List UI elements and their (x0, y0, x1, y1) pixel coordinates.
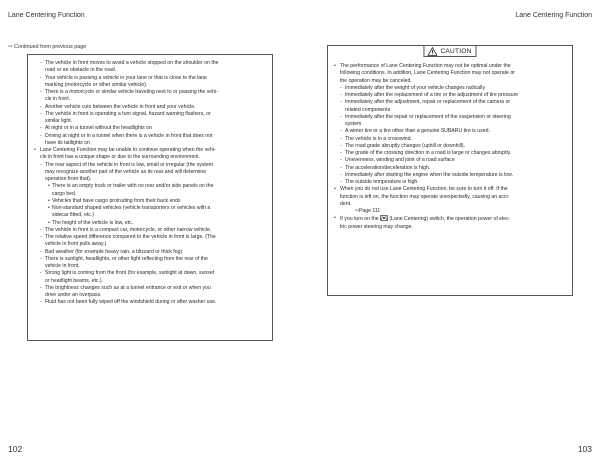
line-text: Immediately after the replacement of a tire or the adjustment of tire pressure (345, 92, 519, 98)
line-text: Immediately after starting the engine when the outside temperature is low. (345, 171, 514, 178)
line-text: similar light. (45, 118, 73, 124)
text-line (34, 104, 266, 111)
list-marker: - (340, 150, 342, 156)
text-line (34, 263, 266, 270)
text-line (334, 136, 566, 143)
header-title-right: Lane Centering Function (515, 12, 592, 19)
text-line (34, 299, 266, 306)
text-line (34, 220, 266, 227)
text-line (334, 99, 566, 106)
text-line (34, 212, 266, 219)
line-text: vehicle in front. (45, 263, 80, 269)
text-line (34, 60, 266, 67)
left-text-lines (34, 60, 266, 307)
list-marker: • (34, 147, 36, 153)
text-line (334, 150, 566, 157)
text-line (34, 111, 266, 118)
line-text: There is an empty truck or trailer with no rear and/or side panels on the (52, 183, 214, 190)
text-line (334, 121, 566, 128)
line-text: Unevenness, winding and joint of a road surface (345, 157, 455, 164)
line-text: If you turn on the (Lane Centering) switch, the operation power of elec- (340, 216, 511, 223)
list-marker: • (48, 183, 50, 190)
text-line (334, 92, 566, 99)
caution-box (327, 45, 573, 296)
page-number-right: 103 (577, 444, 592, 454)
text-line (34, 198, 266, 205)
text-line (334, 186, 566, 193)
line-text: or headlight beams, etc.). (45, 277, 104, 284)
line-text: cargo bed. (52, 190, 77, 197)
text-line (34, 278, 266, 285)
line-text: Driving at night or in a tunnel when there is a vehicle in front that does not (45, 132, 213, 139)
line-text: tric power steering may change. (340, 223, 413, 230)
list-marker: • (334, 215, 336, 222)
text-line (334, 85, 566, 92)
line-text: Fluid has not been fully wiped off the windshield during or after washer use. (45, 299, 217, 306)
list-marker: - (40, 255, 42, 262)
line-text: Immediately after the repair or replacement of the suspension or steering (345, 113, 511, 120)
line-text: Immediately after the weight of your vehicle changes radically (345, 84, 486, 91)
line-text: The rear aspect of the vehicle in front is low, small or irregular (the system (45, 161, 213, 168)
line-text: operation from that). (45, 176, 92, 182)
line-text: Vehicles that have cargo protruding from their back ends (52, 197, 181, 204)
list-marker: - (40, 89, 42, 95)
line-text: function is left on, the function may operate unexpectedly, causing an acci- (340, 193, 510, 200)
list-marker: - (340, 179, 342, 185)
text-line (34, 75, 266, 82)
line-text: There is a motorcycle or similar vehicle traveling next to or passing the vehi- (45, 89, 218, 95)
text-line (34, 125, 266, 132)
text-line (34, 162, 266, 169)
text-line (34, 169, 266, 176)
list-marker: - (340, 135, 342, 142)
list-marker: - (40, 110, 42, 117)
lane-centering-switch-icon (380, 215, 388, 221)
line-text: The performance of Lane Centering Function may not be optimal under the (340, 63, 511, 69)
line-text: The relative speed difference compared to the vehicle in front is large. (The (45, 234, 216, 240)
text-line (334, 194, 566, 201)
header-title-left: Lane Centering Function (8, 12, 85, 19)
text-line (334, 107, 566, 114)
text-line (334, 165, 566, 172)
text-line (334, 224, 566, 231)
text-line (334, 143, 566, 150)
page-number-left: 102 (8, 444, 23, 454)
line-text: system (345, 121, 362, 127)
list-marker: - (40, 248, 42, 255)
line-text: When you do not use Lane Centering Function, be sure to turn it off. If the (340, 186, 508, 193)
line-text: The brightness changes such as at a tunnel entrance or exit or when you (45, 284, 211, 291)
warning-triangle-icon (427, 47, 437, 56)
line-text: may recognize another part of the vehicle as its rear and will determine (45, 168, 207, 175)
text-line (334, 128, 566, 135)
list-marker: - (340, 128, 342, 135)
line-text: At night or in a tunnel without the headlights on (45, 125, 152, 132)
list-marker: - (40, 226, 42, 233)
right-page (300, 0, 600, 471)
line-text: The vehicle in front is operating a turn signal, hazard warning flashers, or (45, 110, 211, 117)
line-text: sidecar fitted, etc.) (52, 212, 94, 219)
text-line (34, 249, 266, 256)
text-line (34, 285, 266, 292)
line-text: marking (motorcycle or other similar vehicle). (45, 81, 148, 88)
line-text: Non-standard shaped vehicles (vehicle transporters or vehicles with a (52, 205, 211, 211)
list-marker: • (48, 219, 50, 226)
text-line (34, 256, 266, 263)
list-marker: - (340, 92, 342, 98)
text-line (34, 82, 266, 89)
text-line (34, 270, 266, 277)
caution-label-box (423, 45, 476, 57)
text-line (34, 67, 266, 74)
text-line (34, 183, 266, 190)
list-marker: - (340, 164, 342, 171)
list-marker: - (40, 284, 42, 291)
list-marker: • (334, 63, 336, 69)
list-marker: - (40, 74, 42, 81)
text-line (334, 63, 566, 70)
text-line (334, 78, 566, 85)
line-text: road or an obstacle in the road. (45, 67, 117, 74)
line-text: cle in front. (45, 96, 71, 103)
text-line (334, 114, 566, 121)
list-marker: - (340, 157, 342, 164)
caution-label: CAUTION (440, 47, 472, 55)
text-line (34, 292, 266, 299)
line-text: have its taillights on (45, 139, 90, 146)
list-marker: • (48, 205, 50, 211)
line-text: The grade of the crossing direction in a road is large or changes abruptly. (345, 150, 512, 156)
list-marker: - (40, 103, 42, 110)
text-line (34, 154, 266, 161)
line-text: A winter tire or a tire other than a genuine SUBARU tire is used. (345, 128, 490, 135)
line-text: related components (345, 106, 391, 113)
text-line (34, 176, 266, 183)
line-text: Another vehicle cuts between the vehicle in front and your vehicle. (45, 103, 196, 110)
line-text: the operation may be canceled. (340, 77, 412, 84)
line-text: cle in front has a unique shape or due to the surrounding environment. (40, 154, 201, 161)
line-text: Bad weather (for example heavy rain, a blizzard or thick fog) (45, 248, 183, 255)
text-line (34, 96, 266, 103)
text-line (34, 118, 266, 125)
line-text: Lane Centering Function may be unable to continue operating when the vehi- (40, 147, 216, 153)
text-line (34, 241, 266, 248)
line-text: The vehicle in front moves to avoid a vehicle stopped on the shoulder on the (45, 60, 219, 66)
text-line (34, 89, 266, 96)
line-text: dent. (340, 200, 352, 207)
text-line (34, 147, 266, 154)
text-line (34, 133, 266, 140)
text-line (34, 234, 266, 241)
text-line (34, 227, 266, 234)
line-text: The vehicle is in a crosswind. (345, 135, 412, 142)
list-marker: - (340, 84, 342, 91)
right-text-lines (334, 63, 566, 231)
list-marker: - (40, 125, 42, 132)
list-marker: - (40, 270, 42, 277)
text-line (334, 157, 566, 164)
line-text: Strong light is coming from the front (for example, sunlight at dawn, sunset (45, 270, 215, 277)
list-marker: - (40, 299, 42, 306)
list-marker: - (340, 142, 342, 149)
line-text: There is sunlight, headlights, or other light reflecting from the rear of the (45, 255, 208, 262)
list-marker: - (40, 60, 42, 66)
list-marker: - (40, 234, 42, 240)
line-text: The height of the vehicle is low, etc. (52, 219, 134, 226)
list-marker: - (340, 99, 342, 106)
text-line (334, 179, 566, 186)
content-box-left (27, 54, 273, 341)
line-text: drive under an overpass. (45, 292, 102, 298)
list-marker: - (40, 161, 42, 168)
line-text: vehicle in front pulls away.) (45, 241, 107, 248)
text-line (334, 172, 566, 179)
line-text: The outside temperature is high. (345, 179, 419, 185)
list-marker: - (340, 171, 342, 178)
text-line (334, 208, 566, 215)
list-marker: - (340, 113, 342, 120)
text-line (334, 201, 566, 208)
list-marker: • (334, 186, 336, 193)
text-line (34, 140, 266, 147)
line-text: Immediately after the adjustment, repair or replacement of the camera or (345, 99, 511, 106)
line-text: Your vehicle is passing a vehicle in your lane or that is close to the lane (45, 74, 207, 81)
text-line (34, 191, 266, 198)
list-marker: - (40, 132, 42, 139)
text-line (334, 215, 566, 223)
text-line (334, 70, 566, 77)
list-marker: • (48, 197, 50, 204)
line-text: The acceleration/deceleration is high. (345, 164, 431, 171)
text-line (34, 205, 266, 212)
line-text: The road grade abruptly changes (uphill or downhill). (345, 142, 466, 149)
continued-from-previous-page: ⇨ Continued from previous page (8, 44, 87, 50)
line-text: following conditions. In addition, Lane Centering Function may not operate or (340, 70, 515, 77)
line-text: Page 111 (359, 208, 381, 214)
line-text: The vehicle in front is a compact car, motorcycle, or other narrow vehicle. (45, 226, 212, 233)
arrow-right-icon: ⇨ (355, 208, 360, 214)
